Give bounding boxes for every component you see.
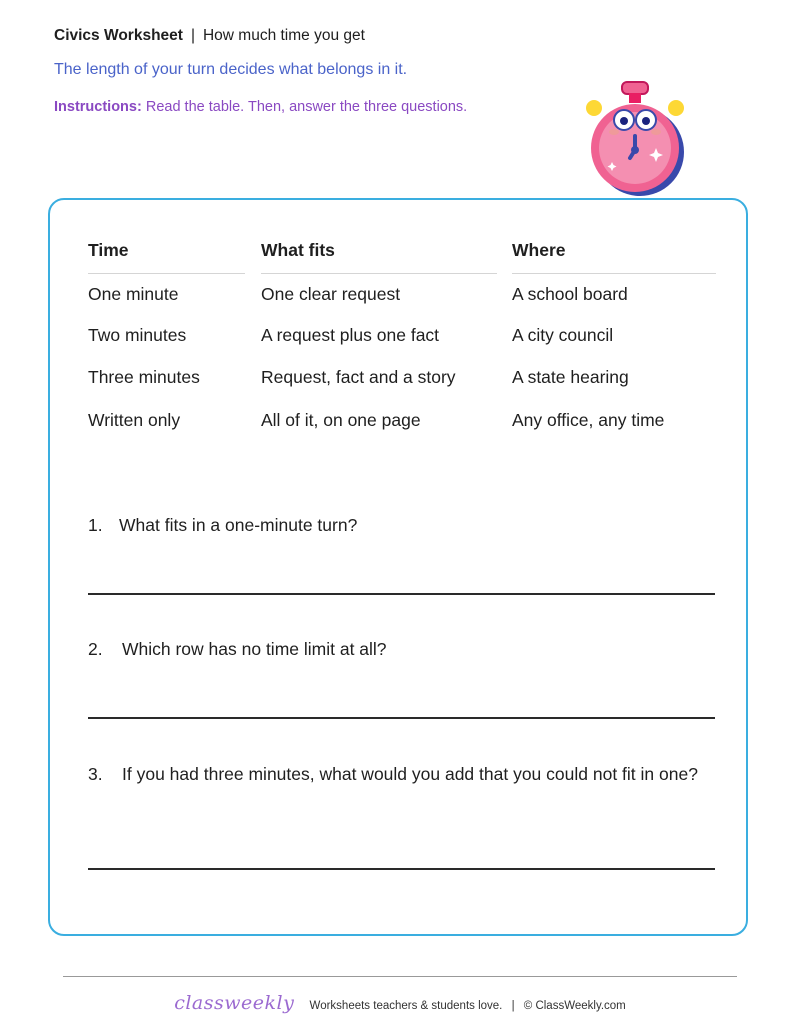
footer-tagline: Worksheets teachers & students love. [309,1000,503,1012]
worksheet-topic: How much time you get [202,27,365,44]
answer-line-2[interactable] [88,717,715,719]
table-cell: One clear request [261,284,401,304]
question-number: 2. [88,639,103,659]
brand-logo: classweekly [174,992,295,1014]
question-text: If you had three minutes, what would you add that you could not fit in one? [122,764,698,784]
worksheet-card [48,198,748,936]
question-number: 3. [88,764,103,784]
question-text: Which row has no time limit at all? [122,639,387,659]
table-cell: Three minutes [88,367,200,387]
footer [0,992,800,1014]
column-header-what-fits: What fits [261,240,335,260]
table-cell: A state hearing [512,367,629,387]
table-cell: Request, fact and a story [261,367,456,387]
table-cell: Two minutes [88,325,187,345]
worksheet-subtitle: The length of your turn decides what belongs in it. [54,61,408,78]
worksheet-header [54,27,365,45]
table-cell: One minute [88,284,179,304]
answer-line-1[interactable] [88,593,715,595]
answer-line-3[interactable] [88,868,715,870]
table-cell: A request plus one fact [261,325,440,345]
footer-divider [63,976,737,977]
instructions-text: Read the table. Then, answer the three questions. [145,99,468,115]
table-cell: Any office, any time [512,410,665,430]
header-rule [261,273,497,274]
header-rule [88,273,245,274]
footer-copyright: © ClassWeekly.com [523,1000,626,1012]
question-text: What fits in a one-minute turn? [119,515,358,535]
table-cell: A city council [512,325,614,345]
instructions-label: Instructions: [54,99,142,115]
instructions [54,99,467,115]
table-cell: A school board [512,284,628,304]
stopwatch-mascot-icon [580,76,690,200]
column-header-where: Where [512,240,566,260]
worksheet-title: Civics Worksheet [54,27,183,44]
header-rule [512,273,716,274]
column-header-time: Time [88,240,129,260]
footer-separator: | [511,1000,515,1012]
question-number: 1. [88,515,103,535]
table-cell: Written only [88,410,181,430]
table-cell: All of it, on one page [261,410,421,430]
header-separator: | [190,27,195,44]
